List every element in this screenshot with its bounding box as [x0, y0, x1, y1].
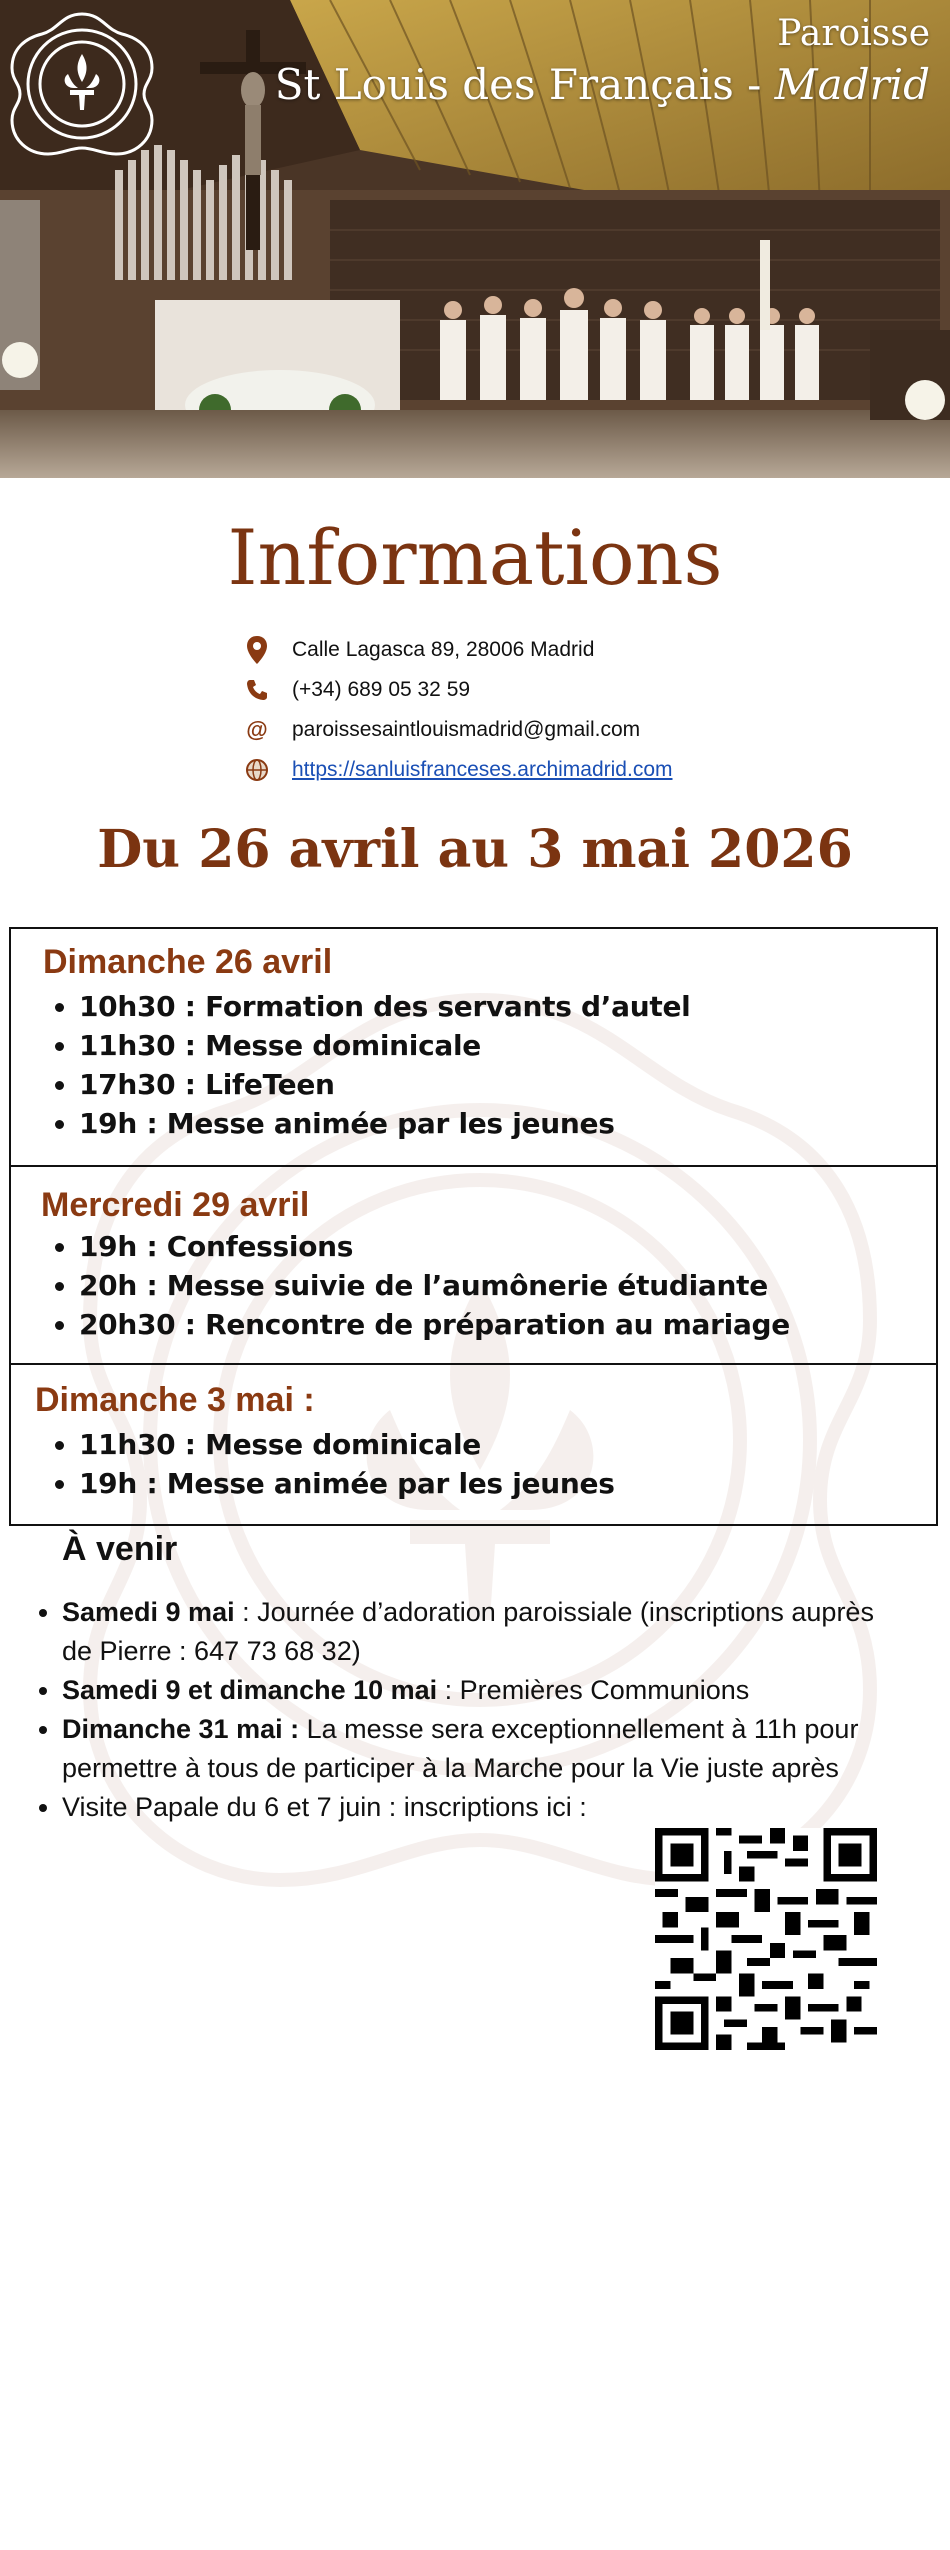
schedule-item: • 19h : Messe animée par les jeunes [79, 1464, 936, 1503]
schedule-item: • 11h30 : Messe dominicale [79, 1026, 936, 1065]
qr-code-icon[interactable] [655, 1828, 877, 2050]
upcoming-title: À venir [62, 1530, 178, 1568]
schedule-table [9, 927, 938, 1526]
schedule-day-box [9, 1365, 938, 1526]
parish-name: St Louis des Français - [274, 60, 775, 109]
upcoming-item-text: : Premières Communions [437, 1675, 750, 1705]
phone-icon [244, 677, 270, 703]
globe-icon [244, 757, 270, 783]
schedule-day-box [9, 1167, 938, 1365]
upcoming-item-date: Samedi 9 mai [62, 1597, 235, 1627]
upcoming-item-date: Dimanche 31 mai : [62, 1714, 300, 1744]
upcoming-item-text: La messe sera exceptionnellement à 11h pour permettre à tous de participer à la Marche pour la Vie juste après [62, 1714, 859, 1783]
schedule-list [11, 1227, 936, 1344]
parish-title [275, 10, 930, 112]
schedule-item: • 17h30 : LifeTeen [79, 1065, 936, 1104]
upcoming-item [62, 1671, 910, 1710]
parish-title-line1: Paroisse [777, 13, 930, 54]
schedule-day-title: Mercredi 29 avril [41, 1186, 310, 1224]
contact-address [244, 630, 673, 670]
schedule-list [11, 987, 936, 1143]
upcoming-item [62, 1593, 910, 1671]
contact-phone [244, 670, 673, 710]
schedule-item: • 20h : Messe suivie de l’aumônerie étudiante [79, 1266, 936, 1305]
parish-city: Madrid [774, 60, 930, 109]
schedule-item: • 19h : Confessions [79, 1227, 936, 1266]
schedule-item: • 10h30 : Formation des servants d’autel [79, 987, 936, 1026]
schedule-item: • 19h : Messe animée par les jeunes [79, 1104, 936, 1143]
upcoming-list [0, 1593, 910, 1827]
schedule-day-title: Dimanche 26 avril [43, 943, 333, 981]
contact-list [244, 630, 673, 790]
phone-text: (+34) 689 05 32 59 [292, 678, 471, 701]
upcoming-item-date: Samedi 9 et dimanche 10 mai [62, 1675, 438, 1705]
upcoming-item [62, 1788, 910, 1827]
at-icon: @ [246, 717, 268, 742]
schedule-list [11, 1425, 936, 1503]
parish-title-line2 [275, 58, 930, 112]
schedule-day-box [9, 927, 938, 1167]
upcoming-item-text: Visite Papale du 6 et 7 juin : inscriptions ici : [62, 1792, 587, 1822]
location-pin-icon [244, 637, 270, 663]
schedule-item: • 20h30 : Rencontre de préparation au mariage [79, 1305, 936, 1344]
address-text: Calle Lagasca 89, 28006 Madrid [292, 638, 595, 661]
week-title: Du 26 avril au 3 mai 2026 [97, 819, 853, 880]
contact-email [244, 710, 673, 750]
website-link[interactable]: https://sanluisfranceses.archimadrid.com [292, 758, 673, 781]
fleur-de-lis-crest-icon [6, 8, 158, 160]
info-title: Informations [227, 513, 723, 602]
contact-website [244, 750, 673, 790]
upcoming-item [62, 1710, 910, 1788]
hero-banner [0, 0, 950, 478]
upcoming-item-text: : Journée d’adoration paroissiale (inscriptions auprès de Pierre : 647 73 68 32) [62, 1597, 874, 1666]
schedule-item: • 11h30 : Messe dominicale [79, 1425, 936, 1464]
email-text: paroissesaintlouismadrid@gmail.com [292, 718, 641, 741]
schedule-day-title: Dimanche 3 mai : [35, 1381, 315, 1419]
